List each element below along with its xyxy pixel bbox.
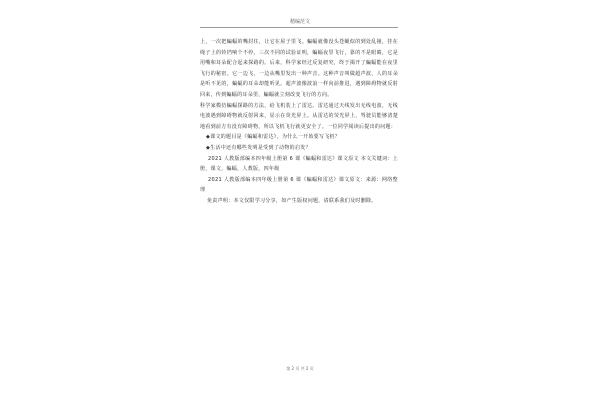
disclaimer: 免责声明：本文仅限学习分享，如产生版权问题，请联系我们及时删除。 xyxy=(207,197,377,204)
paragraph: 上，一次把蝙蝠的嘴封住，让它在屋子里飞。蝙蝠就像没头苍蝇似的到处乱撞，挂在绳子上的铃铛响个不停。三次不同的试验证明，蝙蝠夜里飞行，靠的不是眼睛，它是用嘴和耳朵配合起来探路的。后来，科学家经过反复研究，终于揭开了蝙蝠能在夜里飞行的秘密。它一边飞，一边从嘴里发出一种声音。这种声音叫做超声波，人的耳朵是听不见的，蝙蝠的耳朵却能听见。超声波像波浪一样向前推进，遇到障碍物就反射回来，传到蝙蝠的耳朵里，蝙蝠就立刻改变飞行的方向。 xyxy=(200,39,398,98)
paragraph: 科学家模仿蝙蝠探路的方法，给飞机装上了雷达。雷达通过天线发出无线电波，无线电波遇到障碍物就反射回来，显示在荧光屏上。从雷达的荧光屏上，驾驶员能够清楚地看到前方有没有障碍物，所以飞机飞行就更安全了。一位同学阅读后提出的问题： xyxy=(200,102,398,130)
question-text: 课文的题目是《蝙蝠和雷达》，为什么一开始要写飞机？ xyxy=(210,134,341,141)
header-divider xyxy=(200,27,398,28)
diamond-bullet-icon: ◆ xyxy=(206,134,211,141)
diamond-bullet-icon: ◆ xyxy=(206,144,211,151)
question-text: 生活中还有哪些发明是受到了动物的启发？ xyxy=(210,144,311,151)
source-line: 2021 人教版部编本四年级上册第 6 课《蝙蝠和雷达》课文原文：来源：网络整理 xyxy=(200,176,398,194)
question-item xyxy=(200,143,398,154)
question-item xyxy=(200,132,398,143)
page-number: 第 2 页 共 2 页 xyxy=(286,366,314,371)
document-body xyxy=(200,37,398,207)
header-title: 精编范文 xyxy=(289,19,310,25)
keywords-line: 2021 人教版部编本四年级上册第 6 课《蝙蝠和雷达》课文原文 本文关键词：上册，课文，蝙蝠，人教版，四年级 xyxy=(200,155,398,173)
